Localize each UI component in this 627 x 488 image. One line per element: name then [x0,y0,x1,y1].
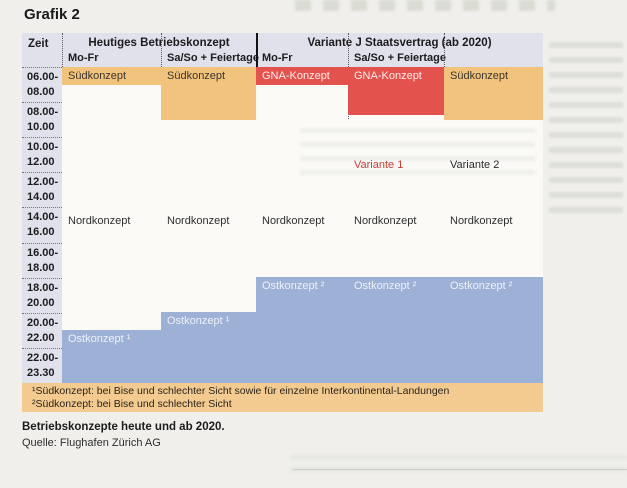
footnote-bar [22,383,543,412]
concept-label: Ostkonzept ² [450,280,513,292]
time-row: 12.00- 14.00 [22,172,62,207]
subheader-heutiges-saso: Sa/So + Feiertage [167,52,260,64]
concept-block-gna [256,67,348,85]
figure-caption: Betriebskonzepte heute und ab 2020. [22,421,225,433]
group-header-heutiges: Heutiges Betriebskonzept [88,37,230,49]
schedule-chart [22,33,543,412]
concept-label: Ostkonzept ² [262,280,325,292]
time-row: 20.00- 22.00 [22,313,62,348]
concept-block-sued [444,67,543,120]
concept-block-nord [256,85,348,278]
concept-block-ost [256,277,348,383]
time-row: 08.00- 10.00 [22,102,62,137]
concept-label: Nordkonzept [68,215,131,227]
concept-label: GNA-Konzept [354,70,422,82]
scan-artifact-bottom [290,455,627,477]
concept-label: Südkonzept [450,70,509,82]
time-row: 14.00- 16.00 [22,207,62,242]
time-column [22,67,62,383]
subheader-variante-mofr: Mo-Fr [262,52,293,64]
graphic-title: Grafik 2 [24,6,80,23]
schedule-column-5 [444,67,543,383]
time-row: 16.00- 18.00 [22,243,62,278]
concept-block-nord [161,120,256,313]
concept-block-sued [161,67,256,120]
concept-label: Ostkonzept ¹ [167,315,230,327]
concept-block-nord [62,85,161,330]
concept-label: Nordkonzept [354,215,417,227]
concept-label: Ostkonzept ² [354,280,417,292]
time-row: 22.00- 23.30 [22,348,62,383]
footnote-1: ¹Südkonzept: bei Bise und schlechter Sicht sowie für einzelne Interkontinental-Landungen [32,385,450,397]
subheader-heutiges-mofr: Mo-Fr [68,52,99,64]
variante-note: Variante 2 [450,159,500,171]
concept-label: Nordkonzept [450,215,513,227]
concept-block-nord [444,120,543,278]
concept-block-ost [348,277,444,383]
footnote-2: ²Südkonzept: bei Bise und schlechter Sicht [32,398,232,410]
figure-source: Quelle: Flughafen Zürich AG [22,437,161,449]
concept-block-gna [348,67,444,115]
time-row: 10.00- 12.00 [22,137,62,172]
concept-label: Nordkonzept [167,215,230,227]
variante-note: Variante 1 [354,159,404,171]
time-row: 06.00- 08.00 [22,67,62,102]
concept-block-ost [62,330,161,384]
schedule-column-3 [256,67,348,383]
subheader-variante-saso: Sa/So + Feiertage [354,52,447,64]
scan-artifact-top [295,0,555,11]
time-row: 18.00- 20.00 [22,278,62,313]
schedule-column-2 [161,67,256,383]
page-edge-shadow [293,469,627,470]
concept-label: GNA-Konzept [262,70,330,82]
concept-block-sued [62,67,161,85]
group-header-variante-j: Variante J Staatsvertrag (ab 2020) [307,37,492,49]
concept-block-ost [444,277,543,383]
time-column-header: Zeit [28,38,49,50]
scan-artifact-right [549,42,623,217]
concept-label: Südkonzept [167,70,226,82]
concept-block-nord [348,120,444,278]
concept-label: Ostkonzept ¹ [68,332,131,345]
schedule-column-1 [62,67,161,383]
concept-label: Nordkonzept [262,215,325,227]
concept-label: Südkonzept [68,70,127,82]
concept-block-ost [161,312,256,383]
schedule-column-4 [348,67,444,383]
